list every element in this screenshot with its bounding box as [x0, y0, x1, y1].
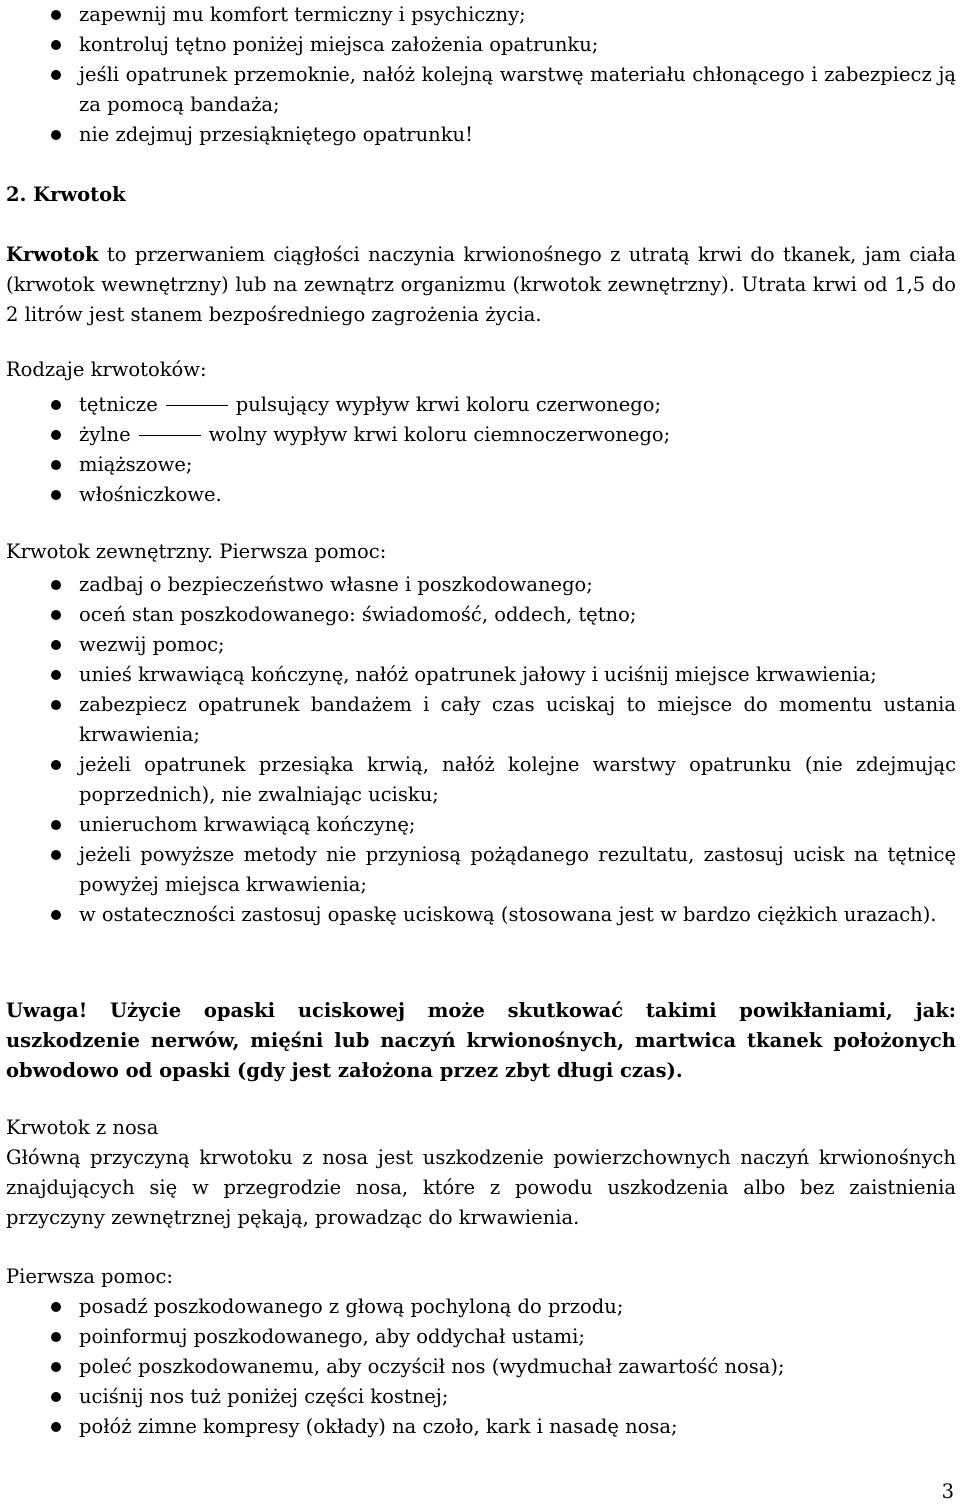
list-item: miąższowe; [6, 450, 956, 480]
list-item: zadbaj o bezpieczeństwo własne i poszkodowanego; [6, 570, 956, 600]
list-item: jeżeli powyższe metody nie przyniosą pożądanego rezultatu, zastosuj ucisk na tętnicę powyżej miejsca krwawienia; [6, 840, 956, 900]
list-item [6, 420, 956, 450]
list-item: uciśnij nos tuż poniżej części kostnej; [6, 1382, 956, 1412]
list-item: połóż zimne kompresy (okłady) na czoło, kark i nasadę nosa; [6, 1412, 956, 1442]
type-label: tętnicze [79, 393, 158, 416]
list-item: jeśli opatrunek przemoknie, nałóż kolejną warstwę materiału chłonącego i zabezpiecz ją za pomocą bandaża; [6, 60, 956, 120]
list-item: jeżeli opatrunek przesiąka krwią, nałóż kolejne warstwy opatrunku (nie zdejmując poprzednich), nie zwalniając ucisku; [6, 750, 956, 810]
list-item: zapewnij mu komfort termiczny i psychiczny; [6, 0, 956, 30]
list-item: poinformuj poszkodowanego, aby oddychał ustami; [6, 1322, 956, 1352]
nosebleed-heading: Krwotok z nosa [6, 1116, 159, 1139]
list-item: nie zdejmuj przesiąkniętego opatrunku! [6, 120, 956, 150]
type-label: żylne [79, 423, 131, 446]
warning-paragraph: Uwaga! Użycie opaski uciskowej może skutkować takimi powikłaniami, jak: uszkodzenie nerwów, mięśni lub naczyń krwionośnych, martwica tkanek położonych obwodowo od opaski (gdy jest założona przez zbyt długi czas). [6, 999, 956, 1082]
intro-list [6, 0, 956, 150]
list-item: włośniczkowe. [6, 480, 956, 510]
list-item [6, 390, 956, 420]
list-item: posadź poszkodowanego z głową pochyloną do przodu; [6, 1292, 956, 1322]
list-item: oceń stan poszkodowanego: świadomość, oddech, tętno; [6, 600, 956, 630]
external-heading: Krwotok zewnętrzny. Pierwsza pomoc: [6, 540, 387, 563]
list-item: zabezpiecz opatrunek bandażem i cały czas uciskaj to miejsce do momentu ustania krwawienia; [6, 690, 956, 750]
list-item: unieś krwawiącą kończynę, nałóż opatrunek jałowy i uciśnij miejsce krwawienia; [6, 660, 956, 690]
section-heading: 2. Krwotok [6, 183, 126, 206]
list-item: poleć poszkodowanemu, aby oczyścił nos (wydmuchał zawartość nosa); [6, 1352, 956, 1382]
definition-term: Krwotok [6, 243, 99, 266]
list-item: kontroluj tętno poniżej miejsca założenia opatrunku; [6, 30, 956, 60]
type-desc: wolny wypływ krwi koloru ciemnoczerwonego; [208, 423, 671, 446]
external-steps-list [6, 570, 956, 930]
types-list [6, 390, 956, 510]
list-item: w ostateczności zastosuj opaskę uciskową (stosowana jest w bardzo ciężkich urazach). [6, 900, 956, 930]
page-number: 3 [941, 1480, 954, 1503]
types-heading: Rodzaje krwotoków: [6, 358, 207, 381]
nosebleed-paragraph: Główną przyczyną krwotoku z nosa jest uszkodzenie powierzchownych naczyń krwionośnych znajdujących się w przegrodzie nosa, które z powodu uszkodzenia albo bez zaistnienia przyczyny zewnętrznej pękają, prowadząc do krwawienia. [6, 1146, 956, 1229]
dash-separator [139, 435, 201, 436]
first-aid-list [6, 1292, 956, 1442]
list-item: unieruchom krwawiącą kończynę; [6, 810, 956, 840]
list-item: wezwij pomoc; [6, 630, 956, 660]
dash-separator [166, 405, 228, 406]
first-aid-heading: Pierwsza pomoc: [6, 1265, 173, 1288]
definition-paragraph [6, 240, 956, 330]
definition-text: to przerwaniem ciągłości naczynia krwionośnego z utratą krwi do tkanek, jam ciała (krwotok wewnętrzny) lub na zewnątrz organizmu (krwotok zewnętrzny). Utrata krwi od 1,5 do 2 litrów jest stanem bezpośredniego zagrożenia życia. [6, 243, 956, 326]
type-desc: pulsujący wypływ krwi koloru czerwonego; [235, 393, 662, 416]
